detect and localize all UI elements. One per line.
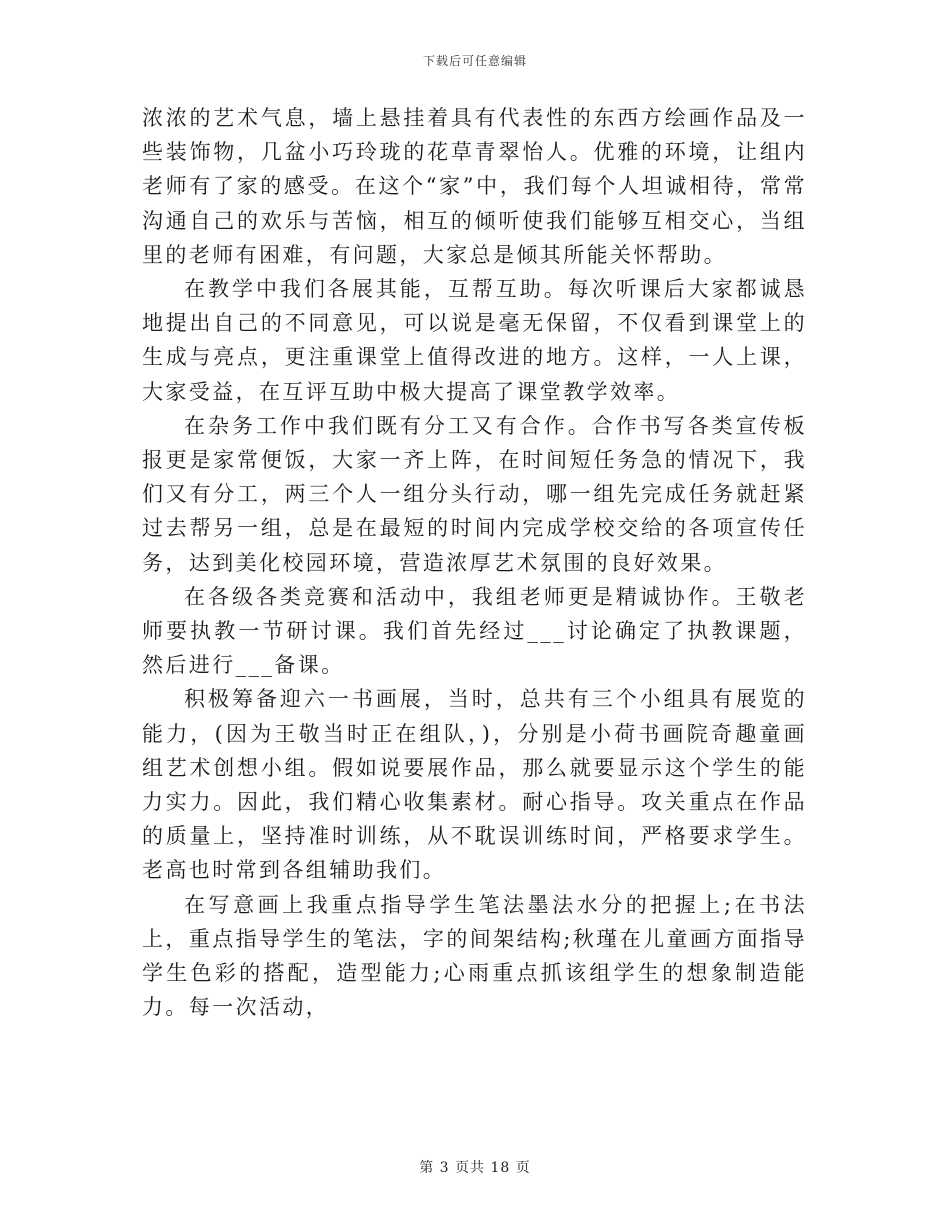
paragraph-exhibition: 积极筹备迎六一书画展，当时，总共有三个小组具有展览的能力，(因为王敬当时正在组队，)，分别是小荷书画院奇趣童画组艺术创想小组。假如说要展作品，那么就要显示这个学生的能力实力。因此，我们精心收集素材。耐心指导。攻关重点在作品的质量上，坚持准时训练，从不耽误训练时间，严格要求学生。老高也时常到各组辅助我们。 <box>142 687 807 883</box>
paragraph-guidance: 在写意画上我重点指导学生笔法墨法水分的把握上;在书法上，重点指导学生的笔法，字的间架结构;秋瑾在儿童画方面指导学生色彩的搭配，造型能力;心雨重点抓该组学生的想象制造能力。每一次活动， <box>142 892 807 1020</box>
document-body <box>142 101 807 1024</box>
paragraph-chores: 在杂务工作中我们既有分工又有合作。合作书写各类宣传板报更是家常便饭，大家一齐上阵，在时间短任务急的情况下，我们又有分工，两三个人一组分头行动，哪一组先完成任务就赶紧过去帮另一组，总是在最短的时间内完成学校交给的各项宣传任务，达到美化校园环境，营造浓厚艺术氛围的良好效果。 <box>142 413 807 575</box>
paragraph-competitions: 在各级各类竞赛和活动中，我组老师更是精诚协作。王敬老师要执教一节研讨课。我们首先经过___讨论确定了执教课题，然后进行___备课。 <box>142 584 807 678</box>
paragraph-continuation: 浓浓的艺术气息，墙上悬挂着具有代表性的东西方绘画作品及一些装饰物，几盆小巧玲珑的花草青翠怡人。优雅的环境，让组内老师有了家的感受。在这个“家”中，我们每个人坦诚相待，常常沟通自己的欢乐与苦恼，相互的倾听使我们能够互相交心，当组里的老师有困难，有问题，大家总是倾其所能关怀帮助。 <box>142 106 807 267</box>
paragraph-teaching: 在教学中我们各展其能，互帮互助。每次听课后大家都诚恳地提出自己的不同意见，可以说是毫无保留，不仅看到课堂上的生成与亮点，更注重课堂上值得改进的地方。这样，一人上课，大家受益，在互评互助中极大提高了课堂教学效率。 <box>142 277 807 404</box>
page-number: 第 3 页共 18 页 <box>419 1160 531 1176</box>
page-header: 下载后可任意编辑 <box>422 54 527 68</box>
